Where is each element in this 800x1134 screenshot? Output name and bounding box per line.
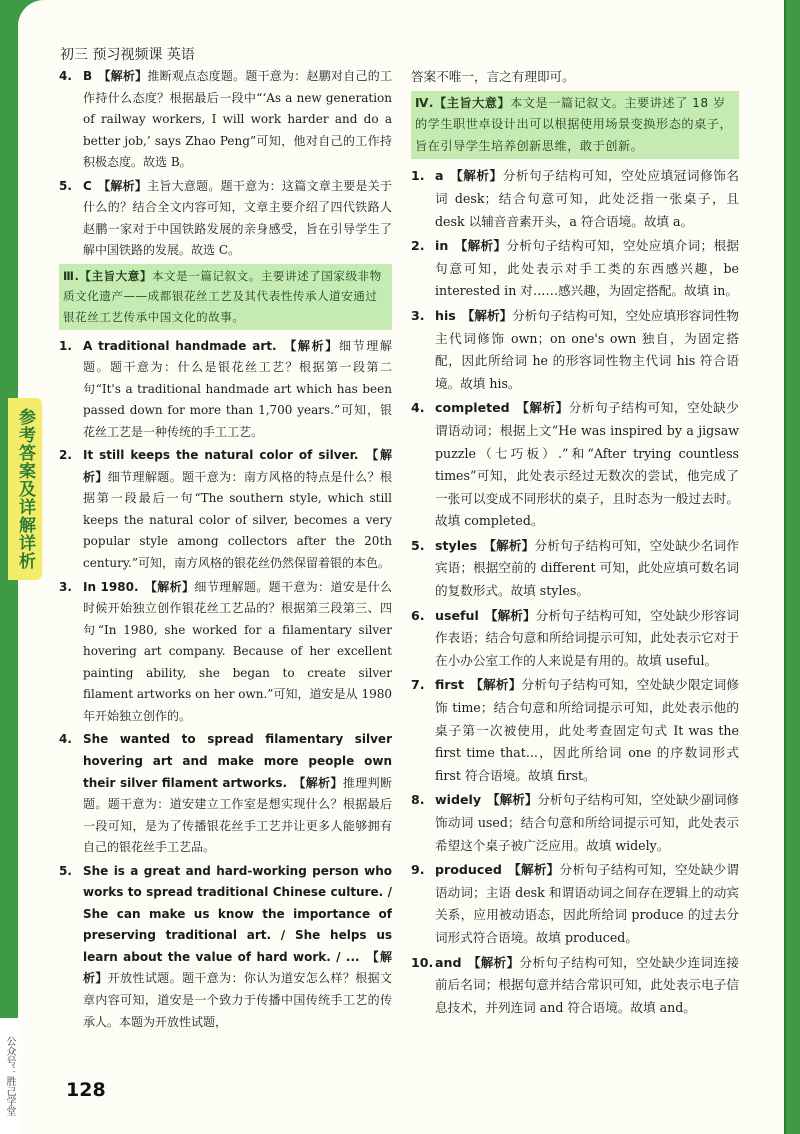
item-explanation: 推断观点态度题。题干意为：赵鹏对自己的工作持什么态度？根据最后一段中“‘As a new generation of railway workers, I will work harder and do a better job,’ says Zhao Peng”可知，他对自己的工作持积极态度。故选 B。 (83, 69, 392, 170)
item-answer: a (435, 168, 444, 184)
answer-item (411, 165, 739, 233)
section-4-text: 本文是一篇记叙文。主要讲述了 18 岁的学生职世卓设计出可以根据使用场景变换形态的桌子，旨在引导学生培养创新思维，敢于创新。 (415, 95, 733, 153)
item-tag: 【解析】 (507, 862, 560, 878)
item-tag: 【解析】 (83, 448, 392, 484)
item-number: 4. (59, 69, 72, 83)
item-number: 2. (59, 448, 72, 463)
item-answer: produced (435, 862, 502, 878)
item-number: 2. (411, 238, 425, 254)
answer-item (59, 336, 392, 444)
item-explanation: 主旨大意题。题干意为：这篇文章主要是关于什么的？结合全文内容可知，文章主要介绍了四代铁路人赵鹏一家对于中国铁路发展的亲身感受，旨在引导学生了解中国铁路的发展。故选 C。 (83, 178, 392, 258)
item-tag: 【解析】 (293, 775, 343, 790)
item-explanation: 分析句子结构可知，空处应填冠词修饰名词 desk；结合句意可知，此处泛指一张桌子，且 desk 以辅音音素开头，a 符合语境。故填 a。 (435, 168, 740, 229)
side-tab: 参考答案及详解详析 (8, 398, 42, 580)
item-explanation: 分析句子结构可知，空处缺少名词作宾语；根据空前的 different 可知，此处应填可数名词的复数形式。故填 styles。 (435, 537, 740, 599)
item-tag: 【解析】 (454, 238, 507, 254)
answer-item (411, 397, 739, 533)
item-answer: widely (435, 792, 482, 808)
item-number: 8. (411, 792, 425, 808)
item-tag: 【解析】 (467, 954, 520, 970)
item-explanation: 分析句子结构可知，空处缺少谓语动词；主语 desk 和谓语动词之间存在逻辑上的动宾关系，应用被动语态，因此所给词 produce 的过去分词形式符合语境。故填 produced。 (435, 862, 740, 945)
item-number: 5. (411, 537, 425, 553)
answer-item (411, 789, 739, 857)
item-answer: styles (435, 537, 478, 553)
answer-item (411, 605, 739, 673)
left-column (59, 66, 392, 1035)
item-tag: 【解析】 (282, 338, 339, 353)
item-explanation: 分析句子结构可知，空处缺少谓语动词；根据上文“He was inspired by a jigsaw puzzle（七巧板）.”和“After trying countless times”可知，此处表示经过无数次的尝试，他完成了一张可以变成不同形状的桌子，且时态为一般过去时。故填 completed。 (435, 400, 740, 529)
item-answer: B (83, 69, 93, 83)
item-answer: She is a great and hard-working person who works to spread traditional Chinese culture. / She can make us know the importance of preserving traditional art. / She helps us learn about the value of hard work. / ... (83, 863, 392, 964)
item-answer: useful (435, 607, 479, 623)
item-explanation: 细节理解题。题干意为：道安是什么时候开始独立创作银花丝工艺品的？根据第三段第三、四句“In 1980, she worked for a filamentary silver hovering art company. Because of her excellent painting ability, she began to create silver filament artworks on her own.”可知，道安是从 1980 年开始独立创作的。 (83, 579, 392, 723)
item-explanation: 推理判断题。题干意为：道安建立工作室是想实现什么？根据最后一段可知，是为了传播银花丝手工艺并让更多人能够拥有自己的银花丝手工艺品。 (83, 775, 392, 855)
answer-item (59, 445, 392, 574)
item-tag: 【解析】 (461, 307, 513, 323)
item-answer: It still keeps the natural color of silver. (83, 448, 359, 463)
item-number: 1. (59, 338, 72, 353)
item-explanation: 细节理解题。题干意为：什么是银花丝工艺？根据第一段第二句“It's a traditional handmade art which has been passed down for more than 1,700 years.”可知，银花丝工艺是一种传统的手工工艺。 (83, 338, 392, 439)
answer-item (411, 535, 739, 603)
section-4-label: Ⅳ.【主旨大意】 (415, 95, 511, 110)
item-tag: 【解析】 (483, 537, 535, 553)
answer-item (411, 235, 739, 303)
item-number: 10. (411, 954, 434, 970)
item-number: 1. (411, 168, 425, 184)
item-number: 4. (411, 400, 425, 416)
item-explanation: 细节理解题。题干意为：南方风格的特点是什么？根据第一段最后一句“The southern style, which still keeps the natural color of silver, becomes a very popular style among collectors after the 20th century.”可知，南方风格的银花丝仍然保留着银的本色。 (83, 469, 392, 571)
item-answer: first (435, 677, 465, 693)
item-tag: 【解析】 (98, 69, 148, 83)
item-number: 7. (411, 677, 425, 693)
page-header: 初三 预习视频课 英语 (60, 47, 195, 63)
item-number: 5. (59, 178, 72, 193)
item-tag: 【解析】 (144, 579, 195, 594)
item-answer: She wanted to spread filamentary silver hovering art and make more people own their silver filament artworks. (83, 732, 392, 790)
continuation-text: 答案不唯一，言之有理即可。 (411, 69, 575, 84)
item-tag: 【解析】 (97, 178, 148, 193)
item-answer: In 1980. (83, 579, 139, 594)
item-number: 4. (59, 732, 72, 747)
item-tag: 【解析】 (484, 607, 536, 623)
answer-item (59, 577, 392, 728)
item-tag: 【解析】 (449, 168, 503, 184)
item-tag: 【解析】 (487, 792, 538, 808)
answer-item (411, 674, 739, 787)
item-answer: and (435, 954, 462, 970)
item-explanation: 分析句子结构可知，空处缺少连词连接前后名词；根据句意并结合常识可知，此处表示电子信息技术，并列连词 and 符合语境。故填 and。 (435, 954, 740, 1015)
item-number: 3. (411, 307, 425, 323)
item-answer: C (83, 178, 92, 193)
answer-item (411, 305, 739, 395)
item-tag: 【解析】 (515, 400, 569, 416)
item-tag: 【解析】 (83, 949, 392, 986)
item-explanation: 开放性试题。题干意为：你认为道安怎么样？根据文章内容可知，道安是一个致力于传播中国传统手工艺的传承人。本题为开放性试题， (83, 971, 392, 1029)
item-explanation: 分析句子结构可知，空处缺少限定词修饰 time；结合句意和所给词提示可知，此处表示他的桌子第一次被使用，此处考查固定句式 It was the first time that...，因此所给词 one 的序数词形式 first 符合语境。故填 first。 (435, 677, 740, 783)
watermark: 公众号：胜己学堂 (0, 1018, 18, 1134)
right-column (411, 66, 739, 1021)
item-answer: A traditional handmade art. (83, 338, 277, 353)
item-explanation: 分析句子结构可知，空处应填介词；根据句意可知，此处表示对手工类的东西感兴趣，be interested in 对……感兴趣，为固定搭配。故填 in。 (435, 238, 740, 299)
item-number: 3. (59, 579, 72, 594)
item-answer: his (435, 307, 456, 323)
item-answer: completed (435, 400, 510, 416)
section-3-label: Ⅲ.【主旨大意】 (63, 268, 152, 283)
item-number: 6. (411, 607, 425, 623)
section-3-summary (59, 264, 392, 330)
page-number: 128 (66, 1079, 106, 1101)
answer-item (59, 729, 392, 858)
item-answer: in (435, 238, 449, 254)
item-number: 5. (59, 863, 72, 878)
answer-item (59, 861, 392, 1033)
item-tag: 【解析】 (470, 677, 522, 693)
answer-item (59, 176, 392, 262)
answer-item (411, 859, 739, 949)
item-explanation: 分析句子结构可知，空处应填形容词性物主代词修饰 own；on one's own 独自，为固定搭配，因此所给词 he 的形容词性物主代词 his 符合语境。故填 his。 (435, 307, 740, 391)
item-number: 9. (411, 862, 425, 878)
section-4-summary (411, 91, 739, 160)
item-explanation: 分析句子结构可知，空处缺少副词修饰动词 used；结合句意和所给词提示可知，此处表示希望这个桌子被广泛应用。故填 widely。 (435, 792, 740, 853)
answer-item (59, 66, 392, 174)
item-explanation: 分析句子结构可知，空处缺少形容词作表语；结合句意和所给词提示可知，此处表示它对于在小办公室工作的人来说是有用的。故填 useful。 (435, 607, 740, 668)
section-3-text: 本文是一篇记叙文。主要讲述了国家级非物质文化遗产——成都银花丝工艺及其代表性传承人道安通过银花丝工艺传承中国文化的故事。 (63, 268, 382, 325)
answer-item (411, 952, 739, 1020)
